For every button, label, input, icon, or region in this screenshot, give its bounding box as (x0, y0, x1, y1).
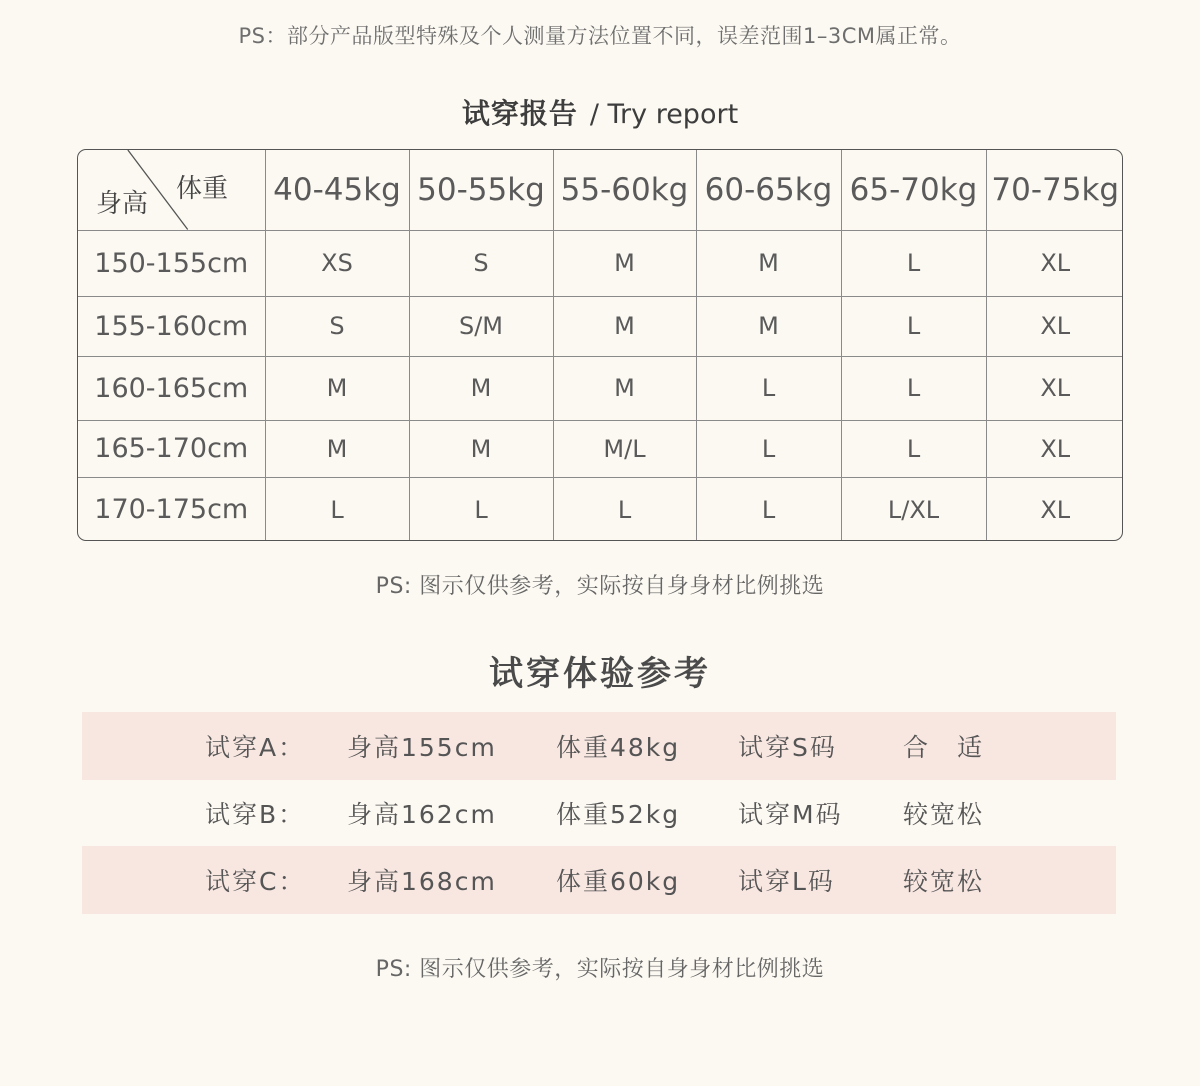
tester-fit: 合 适 (903, 733, 985, 762)
size-cell: L (409, 477, 553, 541)
tester-label: 试穿C： (205, 867, 306, 896)
size-cell: XL (986, 356, 1123, 420)
size-cell: L (841, 230, 986, 296)
size-chart-header-row (78, 150, 1123, 230)
size-cell: M (265, 420, 409, 477)
tester-fit: 较宽松 (903, 800, 985, 829)
reference-note: PS: 图示仅供参考，实际按自身身材比例挑选 (375, 957, 825, 982)
height-range-cell: 170-175cm (78, 477, 265, 541)
tester-size: 试穿S码 (738, 733, 837, 762)
experience-row (82, 846, 1116, 914)
tester-size: 试穿L码 (738, 867, 835, 896)
size-cell: L/XL (841, 477, 986, 541)
size-chart (77, 149, 1123, 541)
size-cell: XL (986, 296, 1123, 356)
height-range-cell: 160-165cm (78, 356, 265, 420)
weight-column-header: 50-55kg (409, 150, 553, 230)
tester-height: 身高155cm (347, 733, 497, 762)
height-range-cell: 165-170cm (78, 420, 265, 477)
tester-height: 身高168cm (347, 867, 497, 896)
size-cell: M (409, 356, 553, 420)
corner-weight-label: 体重 (176, 174, 229, 204)
size-cell: S/M (409, 296, 553, 356)
weight-column-header: 60-65kg (696, 150, 841, 230)
table-row (78, 296, 1123, 356)
size-cell: M (553, 356, 696, 420)
weight-column-header: 70-75kg (986, 150, 1123, 230)
size-cell: L (696, 420, 841, 477)
tester-label: 试穿B： (205, 800, 306, 829)
size-cell: XL (986, 477, 1123, 541)
tester-weight: 体重48kg (556, 733, 681, 762)
size-cell: L (841, 296, 986, 356)
experience-row (82, 779, 1116, 847)
table-row (78, 420, 1123, 477)
experience-title: 试穿体验参考 (489, 654, 711, 694)
size-cell: M (553, 230, 696, 296)
measurement-note: PS：部分产品版型特殊及个人测量方法位置不同，误差范围1–3CM属正常。 (238, 24, 962, 48)
size-cell: XS (265, 230, 409, 296)
height-range-cell: 150-155cm (78, 230, 265, 296)
size-cell: S (265, 296, 409, 356)
size-cell: L (841, 420, 986, 477)
size-cell: M (696, 230, 841, 296)
weight-column-header: 40-45kg (265, 150, 409, 230)
size-cell: M (409, 420, 553, 477)
size-cell: L (696, 477, 841, 541)
tester-weight: 体重52kg (556, 800, 681, 829)
table-row (78, 356, 1123, 420)
size-cell: M/L (553, 420, 696, 477)
tester-weight: 体重60kg (556, 867, 681, 896)
table-row (78, 477, 1123, 541)
size-cell: XL (986, 230, 1123, 296)
weight-column-header: 65-70kg (841, 150, 986, 230)
height-range-cell: 155-160cm (78, 296, 265, 356)
corner-header-cell (78, 150, 265, 230)
weight-column-header: 55-60kg (553, 150, 696, 230)
size-cell: M (265, 356, 409, 420)
tester-fit: 较宽松 (903, 867, 985, 896)
size-cell: XL (986, 420, 1123, 477)
corner-height-label: 身高 (96, 188, 149, 219)
size-chart-table (78, 150, 1123, 541)
try-report-title-cn: 试穿报告 (461, 97, 578, 130)
size-cell: M (553, 296, 696, 356)
tester-height: 身高162cm (347, 800, 497, 829)
size-cell: S (409, 230, 553, 296)
table-row (78, 230, 1123, 296)
experience-row (82, 712, 1116, 780)
tester-label: 试穿A： (205, 733, 306, 762)
size-cell: L (696, 356, 841, 420)
reference-note: PS: 图示仅供参考，实际按自身身材比例挑选 (375, 574, 825, 599)
size-cell: L (841, 356, 986, 420)
size-cell: L (265, 477, 409, 541)
tester-size: 试穿M码 (738, 800, 843, 829)
try-report-title (0, 92, 1200, 132)
size-cell: M (696, 296, 841, 356)
try-report-title-en: / Try report (589, 99, 739, 130)
size-cell: L (553, 477, 696, 541)
